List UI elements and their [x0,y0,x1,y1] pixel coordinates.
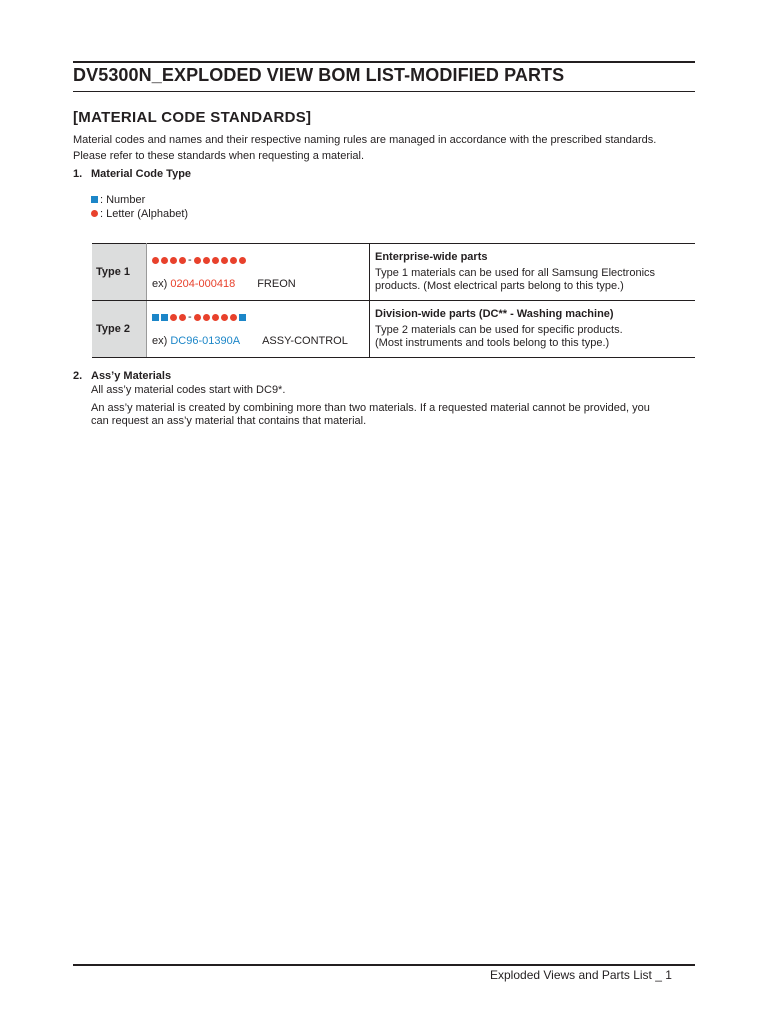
top-rule [73,61,695,63]
description-cell [370,301,696,358]
page-title: DV5300N_EXPLODED VIEW BOM LIST-MODIFIED PARTS [73,65,565,85]
code-pattern [152,311,369,323]
table-row-type2 [92,301,695,358]
description-line: (Most instruments and tools belong to this type.) [375,337,610,349]
item2-line-2: An ass’y material is created by combining more than two materials. If a requested material cannot be provided, you [91,402,650,414]
title-rule [73,91,695,92]
footer-text: Exploded Views and Parts List _ 1 [490,968,672,982]
number-square-icon [152,314,159,321]
code-cell [147,301,370,358]
item1-heading: Material Code Type [91,168,192,180]
letter-circle-icon [179,314,186,321]
letter-circle-icon [212,257,219,264]
legend-number [91,193,145,208]
code-pattern [152,254,369,266]
intro-line-2: Please refer to these standards when requesting a material. [73,150,365,162]
letter-circle-icon [221,314,228,321]
letter-circle-icon [221,257,228,264]
letter-circle-icon [230,257,237,264]
table-row-type1 [92,244,695,301]
description-title: Enterprise-wide parts [375,251,488,263]
pattern-dash: - [188,253,192,266]
description-title: Division-wide parts (DC** - Washing machine) [375,308,614,320]
number-square-icon [239,314,246,321]
code-example [152,335,369,348]
letter-circle-icon [170,314,177,321]
example-code: DC96-01390A [170,335,241,347]
letter-circle-icon [212,314,219,321]
example-name: FREON [257,278,296,290]
item1-number: 1. [73,168,83,180]
type-cell: Type 1 [92,244,147,301]
code-example [152,278,369,291]
description-cell [370,244,696,301]
footer-rule [73,964,695,966]
material-code-table [92,243,695,358]
legend-letter [91,207,188,222]
letter-circle-icon [230,314,237,321]
letter-circle-icon [203,314,210,321]
item2-heading: Ass’y Materials [91,370,172,382]
example-prefix: ex) [152,335,168,347]
code-cell [147,244,370,301]
letter-circle-icon [203,257,210,264]
letter-circle-icon [170,257,177,264]
item2-number: 2. [73,370,83,382]
item2-line-1: All ass’y material codes start with DC9*. [91,384,286,396]
description-line: products. (Most electrical parts belong to this type.) [375,280,624,292]
description-line: Type 2 materials can be used for specific products. [375,324,623,336]
legend-number-label: : Number [100,194,146,206]
section-heading: [MATERIAL CODE STANDARDS] [73,109,312,126]
letter-circle-icon [194,314,201,321]
item2-line-3: can request an ass’y material that contains that material. [91,415,367,427]
letter-circle-icon [161,257,168,264]
number-square-icon [91,196,98,203]
letter-circle-icon [239,257,246,264]
intro-line-1: Material codes and names and their respective naming rules are managed in accordance with the prescribed standards. [73,134,657,146]
example-prefix: ex) [152,278,168,290]
type-cell: Type 2 [92,301,147,358]
letter-circle-icon [179,257,186,264]
letter-circle-icon [152,257,159,264]
legend-letter-label: : Letter (Alphabet) [100,208,189,220]
example-code: 0204-000418 [170,278,236,290]
description-line: Type 1 materials can be used for all Samsung Electronics [375,267,656,279]
example-name: ASSY-CONTROL [262,335,348,347]
pattern-dash: - [188,310,192,323]
letter-circle-icon [91,210,98,217]
number-square-icon [161,314,168,321]
letter-circle-icon [194,257,201,264]
